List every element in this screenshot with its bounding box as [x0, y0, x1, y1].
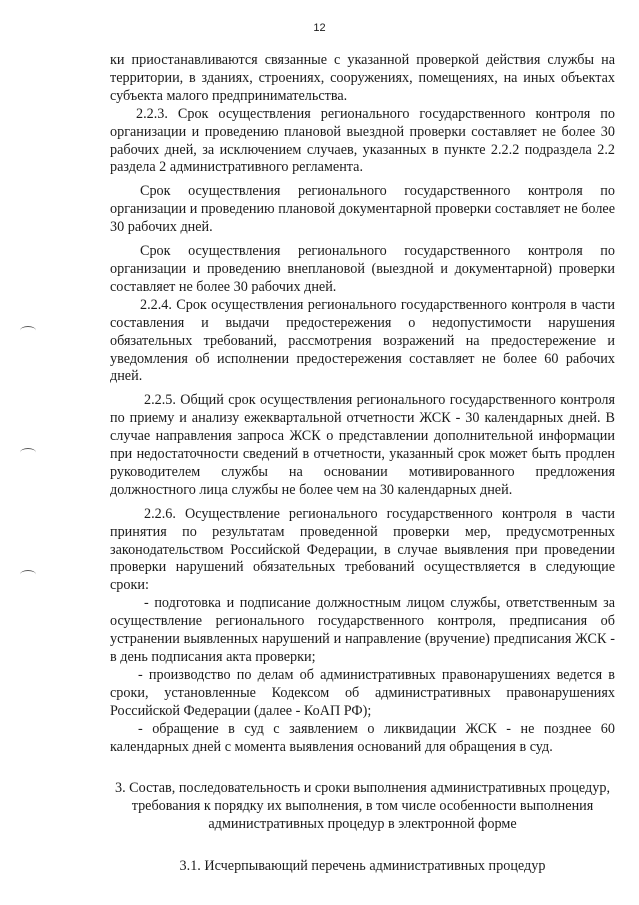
paragraph: 2.2.5. Общий срок осуществления регионального государственного контроля по приему и анализу ежеквартальной отчетности ЖСК - 30 календарных дней. В случае направления запроса ЖСК о представлении дополнительной информации при недостаточности сведений в отчетности, указанный срок может быть продлен руководителем службы на основании мотивированного предложения должностного лица службы не более чем на 30 календарных дней.: [110, 392, 615, 498]
paragraph: Срок осуществления регионального государственного контроля по организации и проведению плановой документарной проверки составляет не более 30 рабочих дней.: [110, 183, 615, 236]
page-number: 12: [313, 22, 326, 34]
paragraph: 2.2.4. Срок осуществления регионального государственного контроля в части составления и выдачи предостережения о недопустимости нарушения обязательных требований, рассмотрения возражений на предостережение и уведомления об исполнении предостережения составляет не более 60 рабочих дней.: [110, 296, 615, 385]
paragraph: - обращение в суд с заявлением о ликвидации ЖСК - не позднее 60 календарных дней с момента выявления оснований для обращения в суд.: [110, 720, 615, 755]
paragraph: - подготовка и подписание должностным лицом службы, ответственным за осуществление регионального государственного контроля, предписания об устранении выявленных нарушений и направление (вручение) предписания ЖСК - в день подписания акта проверки;: [110, 595, 615, 665]
paragraph: 2.2.6. Осуществление регионального государственного контроля в части принятия по результатам проведенной проверки мер, предусмотренных законодательством Российской Федерации, в случае выявления при проведении проверки нарушений обязательных требований осуществляется в следующие сроки:: [110, 505, 615, 594]
paragraph: Срок осуществления регионального государственного контроля по организации и проведению внеплановой (выездной и документарной) проверки составляет не более 30 рабочих дней.: [110, 243, 615, 295]
paragraph: ки приостанавливаются связанные с указанной проверкой действия службы на территории, в зданиях, строениях, сооружениях, помещениях, на иных объектах субъекта малого предпринимательства.: [110, 52, 615, 104]
document-body: [110, 52, 615, 876]
binding-hole-mark: [20, 326, 36, 335]
subsection-title: 3.1. Исчерпывающий перечень административных процедур: [179, 858, 546, 875]
paragraph: - производство по делам об административных правонарушениях ведется в сроки, установленные Кодексом об административных правонарушениях Российской Федерации (далее - КоАП РФ);: [110, 666, 615, 719]
binding-hole-mark: [20, 570, 36, 579]
section-title: 3. Состав, последовательность и сроки выполнения административных процедур, требования к порядку их выполнения, в том числе особенности выполнения административных процедур в электронной форме: [114, 780, 610, 833]
binding-hole-mark: [20, 448, 36, 457]
paragraph: 2.2.3. Срок осуществления регионального государственного контроля по организации и проведению плановой выездной проверки составляет не более 30 рабочих дней, за исключением случаев, указанных в пункте 2.2.2 подраздела 2.2 раздела 2 административного регламента.: [110, 105, 615, 176]
